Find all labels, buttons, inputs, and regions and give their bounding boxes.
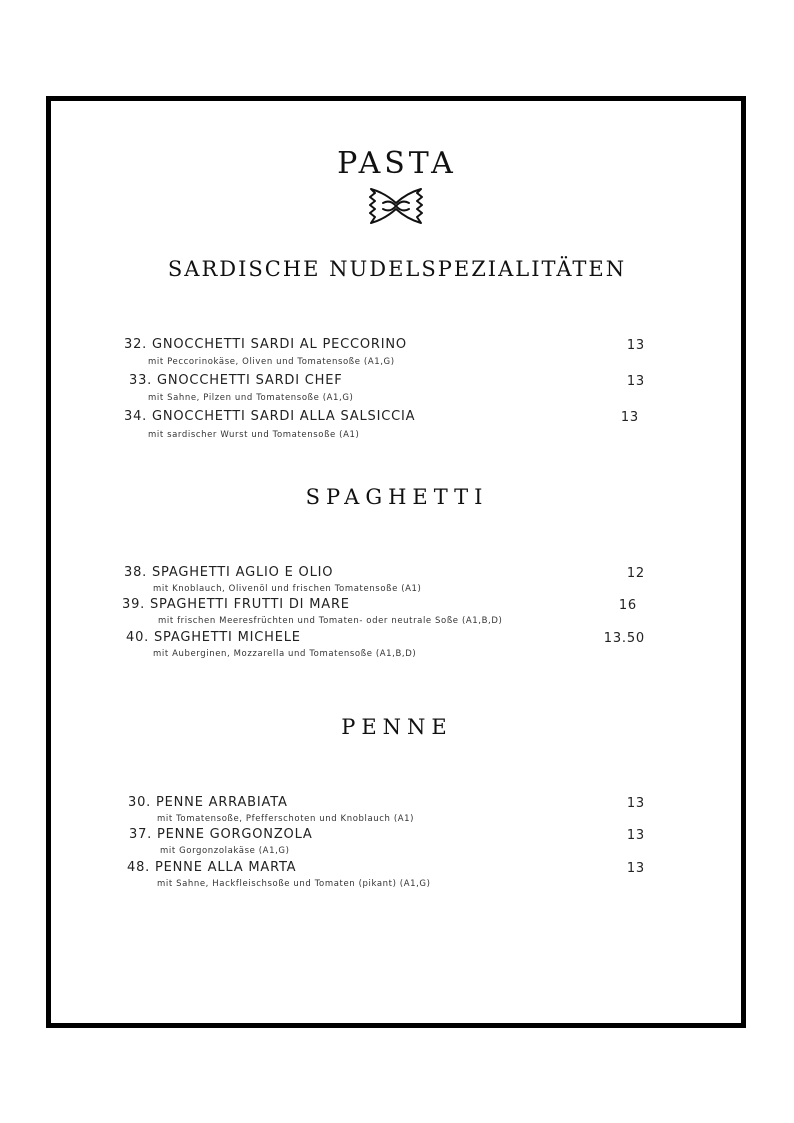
menu-item-description: mit Sahne, Hackfleischsoße und Tomaten (pikant) (A1,G) <box>157 879 431 889</box>
menu-item-name: 37. PENNE GORGONZOLA <box>129 827 313 842</box>
section-subtitle: SARDISCHE NUDELSPEZIALITÄTEN <box>167 257 627 281</box>
section-title-penne: PENNE <box>341 715 453 739</box>
menu-item-price: 13 <box>626 374 645 389</box>
menu-item-name: 38. SPAGHETTI AGLIO E OLIO <box>124 565 334 580</box>
menu-item-name: 48. PENNE ALLA MARTA <box>127 860 297 875</box>
menu-item-name: 33. GNOCCHETTI SARDI CHEF <box>129 373 343 388</box>
menu-item-price: 13 <box>626 796 645 811</box>
menu-item-price: 12 <box>626 566 645 581</box>
menu-item-description: mit Knoblauch, Olivenöl und frischen Tomatensoße (A1) <box>153 584 422 594</box>
menu-item-price: 13 <box>626 861 645 876</box>
menu-item-description: mit Sahne, Pilzen und Tomatensoße (A1,G) <box>148 393 354 403</box>
menu-item-description: mit Peccorinokäse, Oliven und Tomatensoße (A1,G) <box>148 357 395 367</box>
menu-item-price: 13 <box>626 338 645 353</box>
menu-item-price: 16 <box>618 598 637 613</box>
menu-item-name: 30. PENNE ARRABIATA <box>128 795 288 810</box>
menu-item-name: 34. GNOCCHETTI SARDI ALLA SALSICCIA <box>124 409 416 424</box>
menu-item-description: mit Auberginen, Mozzarella und Tomatensoße (A1,B,D) <box>153 649 417 659</box>
menu-item-price: 13.50 <box>603 631 645 646</box>
menu-item-description: mit Gorgonzolakäse (A1,G) <box>160 846 290 856</box>
page-title: PASTA <box>337 146 457 181</box>
farfalle-pasta-icon <box>365 185 427 227</box>
menu-item-description: mit Tomatensoße, Pfefferschoten und Knoblauch (A1) <box>157 814 415 824</box>
menu-item-description: mit frischen Meeresfrüchten und Tomaten- oder neutrale Soße (A1,B,D) <box>158 616 503 626</box>
menu-item-price: 13 <box>620 410 639 425</box>
menu-item-price: 13 <box>626 828 645 843</box>
menu-item-name: 40. SPAGHETTI MICHELE <box>126 630 301 645</box>
section-title-spaghetti: SPAGHETTI <box>305 485 489 509</box>
menu-item-description: mit sardischer Wurst und Tomatensoße (A1) <box>148 430 360 440</box>
menu-item-name: 32. GNOCCHETTI SARDI AL PECCORINO <box>124 337 407 352</box>
menu-item-name: 39. SPAGHETTI FRUTTI DI MARE <box>122 597 350 612</box>
